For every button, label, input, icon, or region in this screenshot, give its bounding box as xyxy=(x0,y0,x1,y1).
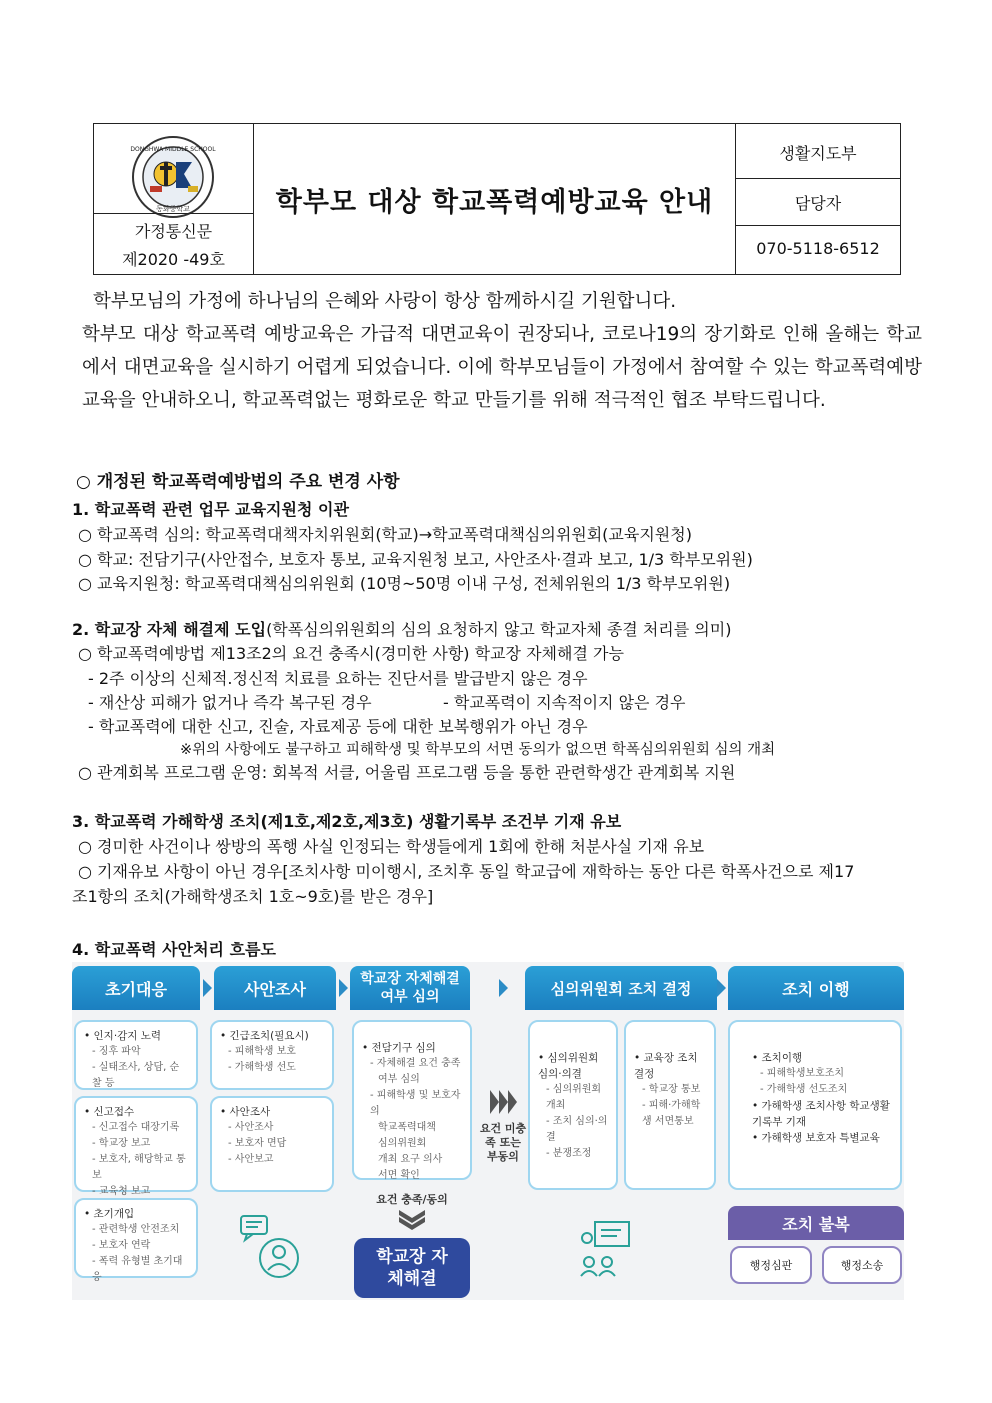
item3-line: ○ 경미한 사건이나 쌍방의 폭행 사실 인정되는 학생들에게 1회에 한해 처분사실 기재 유보 xyxy=(78,837,705,856)
item2-line: - 학교폭력이 지속적이지 않은 경우 xyxy=(443,693,686,712)
section-heading: ○ 개정된 학교폭력예방법의 주요 변경 사항 xyxy=(76,472,400,492)
flow-box-item: - 심의위원회 개최 xyxy=(546,1084,602,1111)
flow-box-case-investigation xyxy=(210,1096,334,1192)
flow-box-item: - 보호자 면담 xyxy=(228,1138,287,1149)
intro-body: 학부모 대상 학교폭력 예방교육은 가급적 대면교육이 권장되나, 코로나19의 장기화로 인해 올해는 학교에서 대면교육을 실시하기 어렵게 되었습니다. 이에 학부모님들이 가정에서 참여할 수 있는 학교폭력예방교육을 안내하오니, 학교폭력없는 평화로운 학교 만들기를 위해 적극적인 협조 부탁드립니다. xyxy=(82,324,922,411)
item1-line: ○ 학교폭력 심의: 학교폭력대책자치위원회(학교)→학교폭력대책심의위원회(교육지원청) xyxy=(78,525,692,544)
flow-box-item: - 보호자, 해당학교 통보 xyxy=(92,1154,186,1181)
department: 생활지도부 xyxy=(779,144,857,163)
flow-box-emergency-measures xyxy=(210,1020,334,1090)
flow-box-title: • 초기개입 xyxy=(84,1208,135,1220)
item3-line: ○ 기재유보 사항이 아닌 경우[조치사항 미이행시, 조치후 동일 학교급에 재학하는 동안 다른 학폭사건으로 제17 xyxy=(78,862,855,881)
meeting-presentation-icon xyxy=(577,1218,637,1278)
flow-box-item: - 실태조사, 상담, 순찰 등 xyxy=(92,1062,180,1089)
flow-arrow-icon xyxy=(499,979,508,997)
flow-box-title: • 가해학생 조치사항 학교생활기록부 기재 xyxy=(752,1100,890,1128)
flow-box-item: - 분쟁조정 xyxy=(546,1148,592,1159)
flow-box-early-intervention xyxy=(74,1198,198,1283)
header-left-cell xyxy=(94,124,254,274)
flow-box-item: - 자체해결 요건 충족 xyxy=(370,1058,461,1069)
phone-number: 070-5118-6512 xyxy=(756,239,880,258)
flow-arrow-icon xyxy=(717,979,726,997)
flow-box-item: - 관련학생 안전조치 xyxy=(92,1224,180,1235)
flow-box-item: - 징후 파악 xyxy=(92,1046,141,1057)
item2-title-bold: 2. 학교장 자체 해결제 도입 xyxy=(72,620,267,639)
flow-objection-header: 조치 불복 xyxy=(728,1206,904,1240)
flow-box-title: • 가해학생 보호자 특별교육 xyxy=(752,1132,880,1144)
flow-box-item: - 학교장 보고 xyxy=(92,1138,151,1149)
item2-title-rest: (학폭심의위원회의 심의 요청하지 않고 학교자체 종결 처리를 의미) xyxy=(266,620,732,639)
item2-note: ※위의 사항에도 불구하고 피해학생 및 학부모의 서면 동의가 없으면 학폭심의위원회 심의 개최 xyxy=(180,742,776,758)
flow-box-item: 서면 확인 xyxy=(378,1170,420,1181)
flow-box-item: 여부 심의 xyxy=(378,1074,420,1085)
flow-box-item: 심의위원회 xyxy=(378,1138,427,1149)
flowchart xyxy=(72,962,904,1300)
flow-box-item: - 피해학생 보호 xyxy=(228,1046,296,1057)
header-table xyxy=(93,123,901,275)
flow-box-item: - 폭력 유형별 초기대응 xyxy=(92,1256,183,1283)
item2-line: - 학교폭력에 대한 신고, 진술, 자료제공 등에 대한 보복행위가 아닌 경우 xyxy=(88,717,588,736)
flow-box-item: - 신고접수 대장기록 xyxy=(92,1122,180,1133)
flow-arrow-icon xyxy=(203,979,212,997)
header-right-cell xyxy=(735,124,900,274)
flow-header-self-resolution-review: 학교장 자체해결 여부 심의 xyxy=(350,966,470,1010)
flow-box-item: 학교폭력대책 xyxy=(378,1122,436,1133)
flow-box-item: - 가해학생 선도조치 xyxy=(760,1084,848,1095)
flow-box-item: - 교육청 보고 xyxy=(92,1186,151,1197)
school-seal-icon xyxy=(130,134,216,220)
counseling-person-icon xyxy=(237,1212,307,1282)
flow-box-title: • 사안조사 xyxy=(220,1106,271,1118)
flow-box-superintendent-decision xyxy=(624,1020,716,1190)
flow-box-item: 개최 요구 의사 xyxy=(378,1154,443,1165)
flow-box-detection xyxy=(74,1020,198,1090)
double-chevron-down-icon xyxy=(397,1208,427,1230)
flow-objection-admin-appeal: 행정심판 xyxy=(730,1246,812,1284)
triple-chevron-right-icon xyxy=(490,1090,518,1114)
flow-box-dedicated-body-review xyxy=(352,1020,472,1180)
item3-line: 조1항의 조치(가해학생조치 1호~9호)를 받은 경우] xyxy=(72,887,434,906)
flow-box-title: • 긴급조치(필요시) xyxy=(220,1030,309,1042)
flow-arrow-icon xyxy=(339,979,348,997)
flow-box-item: - 피해학생 및 보호자의 xyxy=(370,1090,461,1117)
item4-title: 4. 학교폭력 사안처리 흐름도 xyxy=(72,940,276,959)
flow-box-item: - 사안조사 xyxy=(228,1122,274,1133)
flow-box-title: • 인지·감지 노력 xyxy=(84,1030,162,1042)
flow-box-report-intake xyxy=(74,1096,198,1197)
item2-line: - 재산상 피해가 없거나 즉각 복구된 경우 xyxy=(88,693,372,712)
flow-box-implementation xyxy=(728,1020,902,1190)
item2-line: ○ 학교폭력예방법 제13조2의 요건 충족시(경미한 사항) 학교장 자체해결 가능 xyxy=(78,644,624,663)
item2-line: ○ 관계회복 프로그램 운영: 회복적 서클, 어울림 프로그램 등을 통한 관련학생간 관계회복 지원 xyxy=(78,763,736,782)
svg-text:동화중학교: 동화중학교 xyxy=(156,205,190,213)
item3-title: 3. 학교폭력 가해학생 조치(제1호,제2호,제3호) 생활기록부 조건부 기재 유보 xyxy=(72,812,622,831)
page-title: 학부모 대상 학교폭력예방교육 안내 xyxy=(275,186,714,218)
intro-greeting: 학부모님의 가정에 하나님의 은혜와 사랑이 항상 함께하시길 기원합니다. xyxy=(93,291,677,312)
newsletter-label: 가정통신문 xyxy=(134,222,213,241)
issue-number: 제2020 -49호 xyxy=(122,250,225,269)
flow-box-title: • 신고접수 xyxy=(84,1106,135,1118)
contact-person-label: 담당자 xyxy=(794,194,842,213)
item1-title: 1. 학교폭력 관련 업무 교육지원청 이관 xyxy=(72,500,349,519)
flow-box-item: - 피해·가해학생 서면통보 xyxy=(642,1100,701,1127)
flow-header-implementation: 조치 이행 xyxy=(728,966,904,1010)
flow-result-self-resolution: 학교장 자체해결 xyxy=(354,1238,470,1298)
flow-header-initial-response: 초기대응 xyxy=(72,966,200,1010)
flow-box-title: • 심의위원회 심의·의결 xyxy=(538,1052,599,1080)
flow-middle-condition: 요건 미충족 또는 부동의 xyxy=(479,1122,527,1163)
flow-box-item: - 조치 심의·의결 xyxy=(546,1116,608,1143)
flow-box-item: - 가해학생 선도 xyxy=(228,1062,296,1073)
flow-box-committee-deliberation xyxy=(528,1020,618,1190)
flow-box-title: • 조치이행 xyxy=(752,1052,803,1064)
item2-line: - 2주 이상의 신체적.정신적 치료를 요하는 진단서를 발급받지 않은 경우 xyxy=(88,669,588,688)
flow-box-item: - 학교장 통보 xyxy=(642,1084,701,1095)
item2-title xyxy=(72,617,731,640)
flow-box-item: - 보호자 연락 xyxy=(92,1240,151,1251)
svg-text:DONGHWA MIDDLE SCHOOL: DONGHWA MIDDLE SCHOOL xyxy=(130,146,216,153)
flow-header-committee-decision: 심의위원회 조치 결정 xyxy=(525,966,717,1010)
item1-line: ○ 학교: 전담기구(사안접수, 보호자 통보, 교육지원청 보고, 사안조사·결과 보고, 1/3 학부모위원) xyxy=(78,550,753,569)
flow-box-item: - 피해학생보호조치 xyxy=(760,1068,845,1079)
flow-box-item: - 사안보고 xyxy=(228,1154,274,1165)
flow-header-investigation: 사안조사 xyxy=(214,966,336,1010)
flow-box-title: • 전담기구 심의 xyxy=(362,1042,436,1054)
flow-objection-admin-litigation: 행정소송 xyxy=(822,1246,902,1284)
flow-condition-label: 요건 충족/동의 xyxy=(376,1193,448,1206)
flow-box-title: • 교육장 조치결정 xyxy=(634,1052,698,1080)
item1-line: ○ 교육지원청: 학교폭력대책심의위원회 (10명~50명 이내 구성, 전체위원의 1/3 학부모위원) xyxy=(78,574,731,593)
